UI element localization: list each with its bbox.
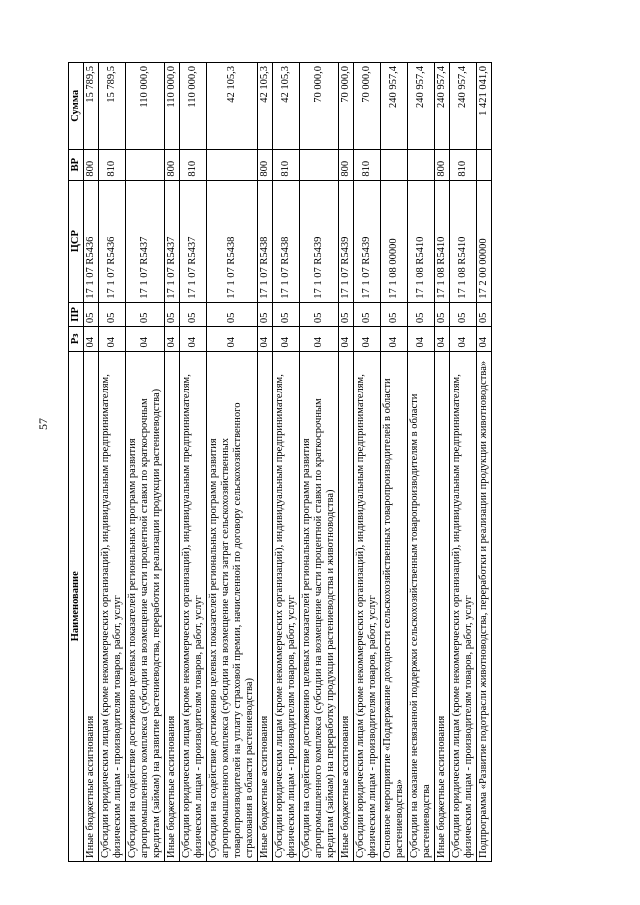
cell-rz: 04 <box>339 327 354 351</box>
cell-csr: 17 1 07 R5439 <box>354 180 381 302</box>
header-rz: Рз <box>69 327 84 351</box>
table-row <box>126 63 165 862</box>
cell-csr: 17 1 07 R5439 <box>339 180 354 302</box>
cell-sum: 110 000,0 <box>126 63 165 150</box>
cell-rz: 04 <box>300 327 339 351</box>
cell-sum: 240 957,4 <box>408 63 435 150</box>
cell-csr: 17 1 07 R5437 <box>165 180 180 302</box>
cell-vr <box>477 149 492 180</box>
cell-vr: 800 <box>339 149 354 180</box>
cell-pr: 05 <box>450 302 477 326</box>
header-csr: ЦСР <box>69 180 84 302</box>
cell-sum: 240 957,4 <box>450 63 477 150</box>
cell-name: Субсидии юридическим лицам (кроме некоммерческих организаций), индивидуальным предпринимателям, физическим лицам - производителям товаров, работ, услуг <box>273 351 300 861</box>
cell-name: Субсидии юридическим лицам (кроме некоммерческих организаций), индивидуальным предпринимателям, физическим лицам - производителям товаров, работ, услуг <box>450 351 477 861</box>
table-row <box>354 63 381 862</box>
cell-vr: 800 <box>165 149 180 180</box>
cell-vr <box>126 149 165 180</box>
cell-pr: 05 <box>339 302 354 326</box>
cell-vr: 800 <box>84 149 99 180</box>
cell-rz: 04 <box>258 327 273 351</box>
table-row <box>180 63 207 862</box>
cell-vr <box>408 149 435 180</box>
cell-rz: 04 <box>273 327 300 351</box>
cell-name: Подпрограмма «Развитие подотрасли животноводства, переработки и реализации продукции животноводства» <box>477 351 492 861</box>
cell-name: Субсидии юридическим лицам (кроме некоммерческих организаций), индивидуальным предпринимателям, физическим лицам - производителям товаров, работ, услуг <box>180 351 207 861</box>
cell-csr: 17 1 07 R5438 <box>207 180 258 302</box>
cell-pr: 05 <box>126 302 165 326</box>
cell-sum: 70 000,0 <box>339 63 354 150</box>
header-name: Наименование <box>69 351 84 861</box>
cell-vr: 800 <box>258 149 273 180</box>
cell-sum: 70 000,0 <box>300 63 339 150</box>
cell-rz: 04 <box>435 327 450 351</box>
cell-sum: 42 105,3 <box>207 63 258 150</box>
cell-pr: 05 <box>408 302 435 326</box>
budget-table <box>68 62 492 862</box>
table-row <box>84 63 99 862</box>
cell-csr: 17 1 08 00000 <box>381 180 408 302</box>
cell-rz: 04 <box>207 327 258 351</box>
cell-name: Субсидии на содействие достижению целевых показателей региональных программ развития агропромышленного комплекса (субсидии на возмещение части процентной ставки по краткосрочным кредитам (займам) на развитие растениеводства, переработки и реализации продукции растениеводства) <box>126 351 165 861</box>
cell-vr: 810 <box>99 149 126 180</box>
cell-rz: 04 <box>165 327 180 351</box>
cell-pr: 05 <box>84 302 99 326</box>
table-header-row <box>69 63 84 862</box>
cell-csr: 17 1 07 R5437 <box>180 180 207 302</box>
cell-name: Иные бюджетные ассигнования <box>165 351 180 861</box>
table-row <box>408 63 435 862</box>
cell-name: Субсидии юридическим лицам (кроме некоммерческих организаций), индивидуальным предпринимателям, физическим лицам - производителям товаров, работ, услуг <box>354 351 381 861</box>
cell-csr: 17 1 07 R5438 <box>273 180 300 302</box>
cell-vr <box>300 149 339 180</box>
cell-rz: 04 <box>408 327 435 351</box>
cell-pr: 05 <box>435 302 450 326</box>
cell-sum: 240 957,4 <box>381 63 408 150</box>
cell-csr: 17 1 08 R5410 <box>435 180 450 302</box>
cell-name: Иные бюджетные ассигнования <box>84 351 99 861</box>
cell-vr <box>207 149 258 180</box>
cell-sum: 110 000,0 <box>180 63 207 150</box>
rotated-page-content <box>68 62 586 862</box>
cell-name: Субсидии на оказание несвязанной поддержки сельскохозяйственным товаропроизводителям в области растениеводства <box>408 351 435 861</box>
cell-vr <box>381 149 408 180</box>
table-row <box>273 63 300 862</box>
cell-sum: 15 789,5 <box>84 63 99 150</box>
table-body <box>84 63 492 862</box>
page-number: 57 <box>36 418 50 430</box>
cell-rz: 04 <box>99 327 126 351</box>
header-pr: ПР <box>69 302 84 326</box>
table-row <box>339 63 354 862</box>
cell-vr: 810 <box>354 149 381 180</box>
cell-sum: 110 000,0 <box>165 63 180 150</box>
cell-pr: 05 <box>354 302 381 326</box>
cell-name: Иные бюджетные ассигнования <box>258 351 273 861</box>
cell-pr: 05 <box>381 302 408 326</box>
cell-csr: 17 1 07 R5437 <box>126 180 165 302</box>
cell-name: Субсидии на содействие достижению целевых показателей региональных программ развития агропромышленного комплекса (субсидии на возмещение части затрат сельскохозяйственных товаропроизводителей на уплату страховой премии, начисленной по договору сельскохозяйственного страхования в области растениеводства) <box>207 351 258 861</box>
cell-csr: 17 1 07 R5439 <box>300 180 339 302</box>
table-row <box>165 63 180 862</box>
cell-rz: 04 <box>84 327 99 351</box>
cell-csr: 17 2 00 00000 <box>477 180 492 302</box>
header-vr: ВР <box>69 149 84 180</box>
cell-csr: 17 1 08 R5410 <box>408 180 435 302</box>
cell-vr: 800 <box>435 149 450 180</box>
table-row <box>258 63 273 862</box>
cell-name: Субсидии юридическим лицам (кроме некоммерческих организаций), индивидуальным предпринимателям, физическим лицам - производителям товаров, работ, услуг <box>99 351 126 861</box>
table-row <box>300 63 339 862</box>
cell-csr: 17 1 07 R5436 <box>84 180 99 302</box>
cell-sum: 42 105,3 <box>273 63 300 150</box>
table-row <box>477 63 492 862</box>
header-sum: Сумма <box>69 63 84 150</box>
table-row <box>381 63 408 862</box>
cell-csr: 17 1 08 R5410 <box>450 180 477 302</box>
cell-name: Субсидии на содействие достижению целевых показателей региональных программ развития агропромышленного комплекса (субсидии на возмещение части процентной ставки по краткосрочным кредитам (займам) на переработку продукции растениеводства и животноводства) <box>300 351 339 861</box>
cell-rz: 04 <box>450 327 477 351</box>
cell-csr: 17 1 07 R5438 <box>258 180 273 302</box>
cell-sum: 1 421 041,0 <box>477 63 492 150</box>
cell-rz: 04 <box>180 327 207 351</box>
cell-vr: 810 <box>180 149 207 180</box>
cell-name: Основное мероприятие «Поддержание доходности сельскохозяйственных товаропроизводителей в области растениеводства» <box>381 351 408 861</box>
table-row <box>99 63 126 862</box>
cell-name: Иные бюджетные ассигнования <box>435 351 450 861</box>
table-row <box>450 63 477 862</box>
cell-pr: 05 <box>258 302 273 326</box>
cell-pr: 05 <box>300 302 339 326</box>
cell-rz: 04 <box>354 327 381 351</box>
cell-vr: 810 <box>273 149 300 180</box>
cell-pr: 05 <box>207 302 258 326</box>
table-row <box>207 63 258 862</box>
cell-sum: 42 105,3 <box>258 63 273 150</box>
cell-pr: 05 <box>165 302 180 326</box>
cell-pr: 05 <box>180 302 207 326</box>
cell-name: Иные бюджетные ассигнования <box>339 351 354 861</box>
cell-rz: 04 <box>381 327 408 351</box>
cell-pr: 05 <box>477 302 492 326</box>
cell-vr: 810 <box>450 149 477 180</box>
cell-rz: 04 <box>477 327 492 351</box>
cell-csr: 17 1 07 R5436 <box>99 180 126 302</box>
table-row <box>435 63 450 862</box>
cell-pr: 05 <box>273 302 300 326</box>
cell-sum: 70 000,0 <box>354 63 381 150</box>
cell-sum: 15 789,5 <box>99 63 126 150</box>
cell-sum: 240 957,4 <box>435 63 450 150</box>
cell-pr: 05 <box>99 302 126 326</box>
cell-rz: 04 <box>126 327 165 351</box>
